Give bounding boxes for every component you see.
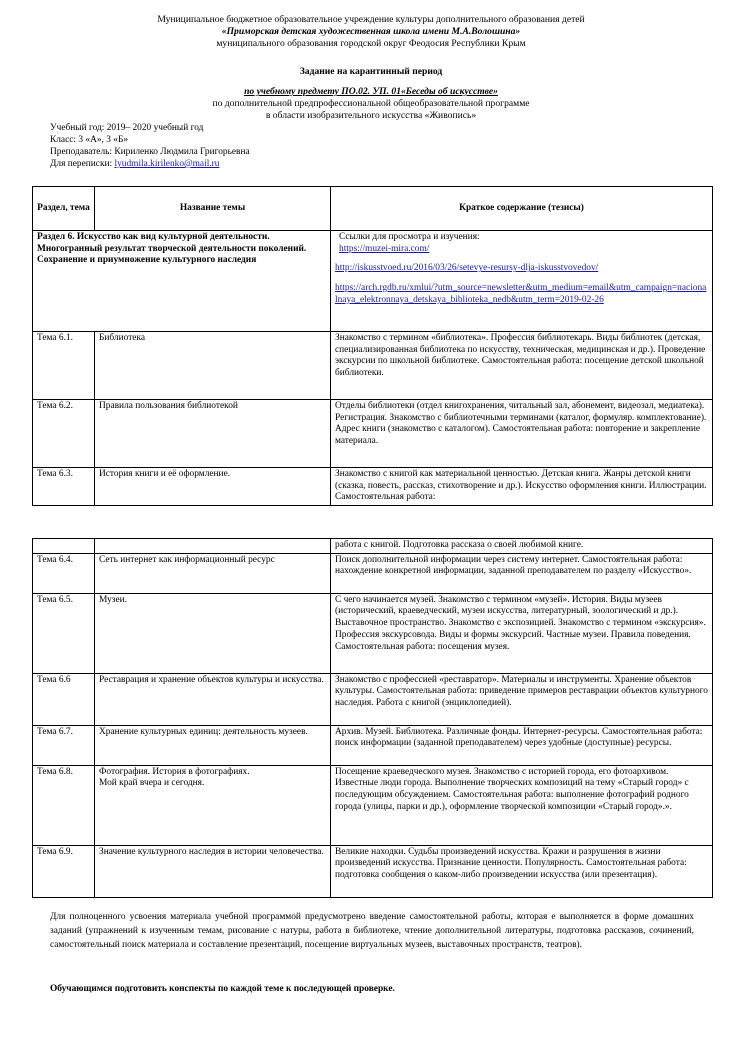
topic-name: Значение культурного наследия в истории человечества.: [95, 845, 331, 897]
assignment-title: Задание на карантинный период: [299, 66, 443, 77]
table-row: [33, 673, 713, 725]
section-title: Раздел 6. Искусство как вид культурной деятельности. Многогранный результат творческой деятельности поколений. Сохранение и приумножение культурного наследия: [33, 231, 331, 332]
topic-name: Музеи.: [95, 593, 331, 673]
topics-table-part1: [32, 186, 713, 506]
footer-paragraph: Для полноценного усвоения материала учебной программой предусмотрено введение самостоятельной работы, которая е выполняется в форме домашних заданий (упражнений к изученным темам, рисование с натуры, работа в библиотеке, чтение дополнительной литературы, подготовка рассказов, сочинений, самостоятельный поиск материала и составление презентаций, посещение виртуальных музеев, выставочных пространств, театров).: [50, 912, 694, 950]
topic-number: Тема 6.7.: [33, 725, 95, 765]
teacher-info: Преподаватель: Кириленко Людмила Григорьевна: [50, 147, 250, 157]
table-header-row: [33, 187, 713, 231]
topic-summary: Посещение краеведческого музея. Знакомство с историей города, его фотоархивом. Известные люди города. Выполнение творческих композиций на тему «Старый город» с последующим обсуждением. Самостоятельная работа: выполнение фотографий родного города (улицы, парки и др.), оформление творческой композиции «Старый город».».: [331, 765, 713, 845]
topic-name: История книги и её оформление.: [95, 468, 331, 506]
topic-name: Правила пользования библиотекой: [95, 400, 331, 468]
topic-number: Тема 6.6: [33, 673, 95, 725]
table-row: [33, 725, 713, 765]
section-row: [33, 231, 713, 332]
class-info: Класс: 3 «А», 3 «Б»: [50, 135, 129, 145]
footer-note: Обучающимся подготовить конспекты по каждой теме к последующей проверке.: [50, 984, 395, 994]
topic-number: Тема 6.4.: [33, 553, 95, 593]
academic-year: Учебный год: 2019– 2020 учебный год: [50, 123, 204, 133]
header-topic: Название темы: [95, 187, 331, 231]
empty-cell: [33, 539, 95, 554]
topic-name: Фотография. История в фотографиях. Мой край вчера и сегодня.: [95, 765, 331, 845]
topic-summary: Знакомство с термином «библиотека». Профессия библиотекарь. Виды библиотек (детская, специализированная библиотека по искусству, техническая, медицинская и др.). Проведение экскурсии по школьной библиотеке. Самостоятельная работа: посещение детской школьной библиотеки.: [331, 332, 713, 400]
topic-number: Тема 6.2.: [33, 400, 95, 468]
topic-name: Сеть интернет как информационный ресурс: [95, 553, 331, 593]
topic-summary: Отделы библиотеки (отдел книгохранения, читальный зал, абонемент, видеозал, медиатека). Регистрация. Знакомство с библиотечными терминами (каталог, формуляр. комплектование). Адрес книги (знакомство с каталогом). Самостоятельная работа: повторение и закрепление материала.: [331, 400, 713, 468]
email-link[interactable]: lyudmila.kirilenko@mail.ru: [114, 159, 220, 169]
links-cell: [331, 231, 713, 332]
topic-number: Тема 6.9.: [33, 845, 95, 897]
topic-summary-continuation: работа с книгой. Подготовка рассказа о своей любимой книге.: [331, 539, 713, 554]
continuation-row: [33, 539, 713, 554]
assignment-subject: по учебному предмету ПО.02. УП. 01«Беседы об искусстве»: [244, 86, 498, 97]
table-row: [33, 400, 713, 468]
link-arch-rgdb[interactable]: https://arch.rgdb.ru/xmlui/?utm_source=newsletter&utm_medium=email&utm_campaign=nacionalnaya_elektronnaya_detskaya_biblioteka_nedb&utm_term=2019-02-26: [335, 283, 707, 305]
empty-cell: [95, 539, 331, 554]
topic-summary: Архив. Музей. Библиотека. Различные фонды. Интернет-ресурсы. Самостоятельная работа: поиск информации (заданной преподавателем) через удобные (доступные) ресурсы.: [331, 725, 713, 765]
topic-summary: С чего начинается музей. Знакомство с термином «музей». История. Виды музеев (исторический, краеведческий, музеи искусства, литературный, зоологический и др.). Выставочное пространство. Знакомство с экспозицией. Знакомство с термином «экскурсия». Профессия экскурсовода. Виды и формы экскурсий. Частные музеи. Правила поведения. Самостоятельная работа: посещения музея.: [331, 593, 713, 673]
links-label: Ссылки для просмотра и изучения:: [339, 232, 480, 242]
table-row: [33, 593, 713, 673]
topic-number: Тема 6.5.: [33, 593, 95, 673]
table-row: [33, 332, 713, 400]
header-summary: Краткое содержание (тезисы): [331, 187, 713, 231]
topic-summary: Великие находки. Судьбы произведений искусства. Кражи и разрушения в жизни произведений искусства. Признание ценности. Популярность. Самостоятельная работа: подготовка сообщения о каком-либо произведении искусства (или презентация).: [331, 845, 713, 897]
school-header-line2: «Приморская детская художественная школа имени М.А.Волошина»: [221, 26, 521, 37]
assignment-program-line2: в области изобразительного искусства «Живопись»: [265, 110, 477, 121]
school-header-line3: муниципального образования городской округ Феодосия Республики Крым: [216, 38, 526, 49]
school-header-line1: Муниципальное бюджетное образовательное учреждение культуры дополнительного образования детей: [157, 14, 585, 25]
topic-number: Тема 6.3.: [33, 468, 95, 506]
topic-summary: Знакомство с книгой как материальной ценностью. Детская книга. Жанры детской книги (сказка, повесть, рассказ, стихотворение и др.). Искусство оформления книги. Иллюстрации. Самостоятельная работа:: [331, 468, 713, 506]
table-row: [33, 553, 713, 593]
topic-number: Тема 6.8.: [33, 765, 95, 845]
assignment-program-line1: по дополнительной предпрофессиональной общеобразовательной программе: [212, 98, 530, 109]
table-row: [33, 765, 713, 845]
topic-name: Библиотека: [95, 332, 331, 400]
topic-summary: Знакомство с профессией «реставратор». Материалы и инструменты. Хранение объектов культуры. Самостоятельная работа: приведение примеров реставрации объектов культурного наследия. Работа с книгой (энциклопедией).: [331, 673, 713, 725]
table-row: [33, 845, 713, 897]
table-row: [33, 468, 713, 506]
contact-label: Для переписки:: [50, 159, 115, 169]
header-section: Раздел, тема: [33, 187, 95, 231]
link-iskusstvoed[interactable]: http://iskusstvoed.ru/2016/03/26/setevye-resursy-dlja-iskusstvovedov/: [335, 263, 599, 274]
topic-name: Реставрация и хранение объектов культуры и искусства.: [95, 673, 331, 725]
link-muzei-mira[interactable]: https://muzei-mira.com/: [339, 243, 430, 254]
contact-line: [50, 159, 219, 171]
topics-table-part2: [32, 538, 713, 898]
topic-name: Хранение культурных единиц: деятельность музеев.: [95, 725, 331, 765]
topic-number: Тема 6.1.: [33, 332, 95, 400]
topic-summary: Поиск дополнительной информации через систему интернет. Самостоятельная работа: нахождение конкретной информации, заданной преподавателем по разделу «Искусство».: [331, 553, 713, 593]
